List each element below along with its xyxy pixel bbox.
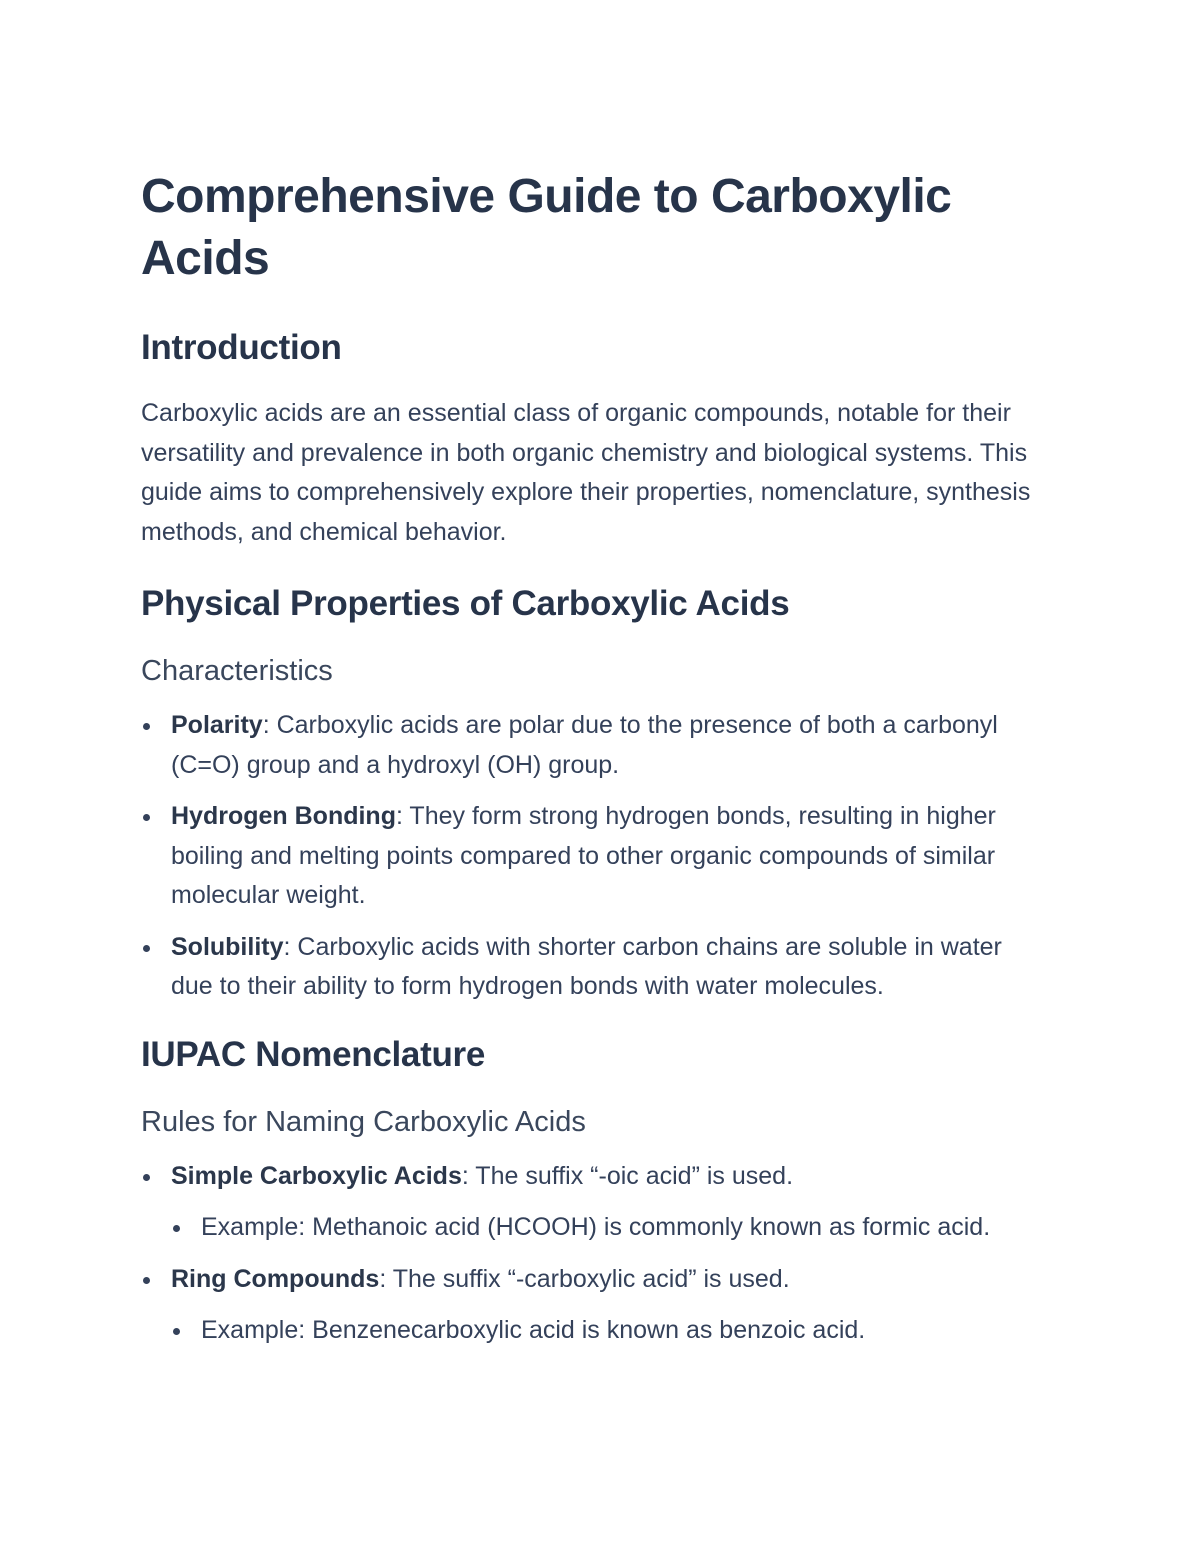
section-heading-iupac-nomenclature: IUPAC Nomenclature: [141, 1034, 486, 1074]
example-sublist: [171, 1208, 1050, 1248]
list-item-ring-compounds: [141, 1260, 1050, 1351]
example-sublist: [171, 1311, 1050, 1351]
list-item-solubility: [141, 928, 1050, 1007]
characteristics-list: [141, 706, 1050, 1007]
term-label: Polarity: [171, 711, 263, 739]
section-heading-physical-properties: Physical Properties of Carboxylic Acids: [141, 584, 790, 623]
page-title: Comprehensive Guide to Carboxylic Acids: [141, 170, 952, 285]
term-label: Ring Compounds: [171, 1264, 380, 1293]
introduction-paragraph: Carboxylic acids are an essential class of organic compounds, notable for their versatility and prevalence in both organic chemistry and biological systems. This guide aims to comprehensively explore their properties, nomenclature, synthesis methods, and chemical behavior.: [141, 399, 1031, 546]
term-label: Hydrogen Bonding: [171, 802, 396, 830]
subheading-characteristics: Characteristics: [141, 655, 333, 687]
section-heading-introduction: Introduction: [141, 328, 342, 367]
subheading-naming-rules: Rules for Naming Carboxylic Acids: [141, 1105, 586, 1138]
term-description: : The suffix “-carboxylic acid” is used.: [379, 1264, 790, 1293]
list-item-simple-carboxylic-acids: [141, 1157, 1050, 1248]
example-item: Example: Methanoic acid (HCOOH) is commonly known as formic acid.: [171, 1208, 1050, 1248]
term-description: : They form strong hydrogen bonds, resulting in higher boiling and melting points compared to other organic compounds of similar molecular weight.: [171, 802, 996, 909]
term-description: : Carboxylic acids are polar due to the presence of both a carbonyl (C=O) group and a hydroxyl (OH) group.: [171, 711, 998, 779]
list-item-hydrogen-bonding: [141, 797, 1050, 916]
term-description: : The suffix “-oic acid” is used.: [461, 1161, 794, 1190]
term-description: : Carboxylic acids with shorter carbon chains are soluble in water due to their ability to form hydrogen bonds with water molecules.: [171, 932, 1002, 1000]
term-label: Simple Carboxylic Acids: [171, 1161, 462, 1190]
list-item-polarity: [141, 706, 1050, 785]
naming-rules-list: [141, 1157, 1050, 1351]
example-item: Example: Benzenecarboxylic acid is known as benzoic acid.: [171, 1311, 1050, 1351]
term-label: Solubility: [171, 932, 284, 961]
